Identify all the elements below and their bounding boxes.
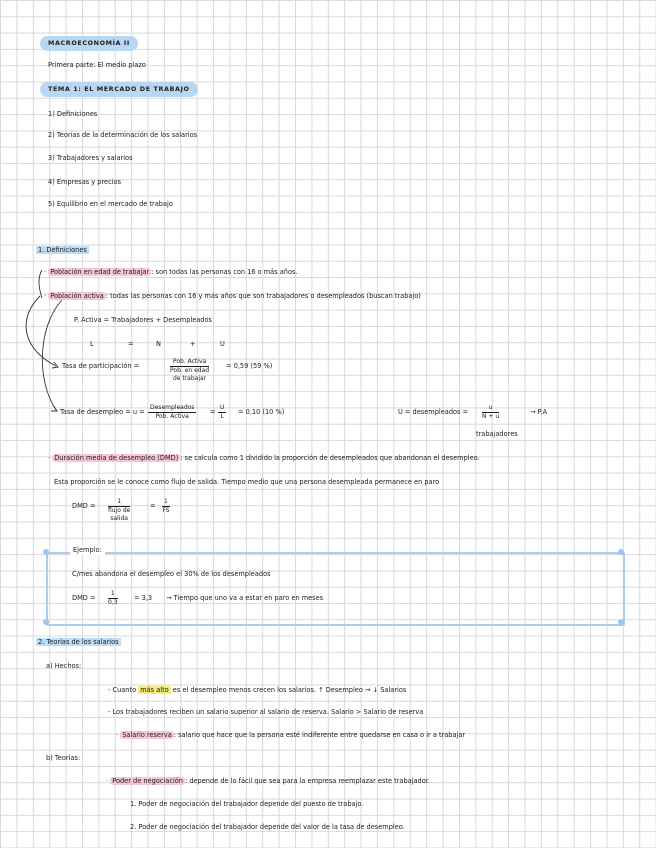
bargaining-power-term: Poder de negociación: [112, 777, 183, 785]
bracket-left: [39, 270, 42, 298]
active-pop-formula: P. Activa = Trabajadores + Desempleados: [74, 316, 212, 324]
symbol-plus: +: [190, 340, 196, 348]
curve-arrow-1: [26, 296, 56, 366]
fraction-numerator: Desempleados: [150, 404, 195, 411]
def2-text: : todas las personas con 16 y más años que son trabajadores o desempleados (buscan trabajo): [105, 292, 421, 300]
topic-title: TEMA 1: EL MERCADO DE TRABAJO: [40, 82, 198, 97]
fraction-denominator: flujo de: [108, 507, 131, 514]
index-item-5: 5) Equilibrio en el mercado de trabajo: [48, 200, 173, 208]
section-2-heading: 2. Teorías de los salarios: [38, 638, 119, 646]
fraction-numerator: Pob. Activa: [170, 358, 209, 367]
fraction-denominator: Pob. en edad: [170, 367, 210, 374]
definition-row: · Población activa : todas las personas con 16 y más años que son trabajadores o desempleados (buscan trabajo): [44, 292, 421, 300]
definition-row: · Población en edad de trabajar : son todas las personas con 16 o más años.: [44, 268, 298, 276]
index-item-3: 3) Trabajadores y salarios: [48, 154, 133, 162]
course-title: MACROECONOMÍA II: [40, 36, 138, 51]
fraction-denominator-2: salida: [110, 515, 128, 522]
theories-label: b) Teorías:: [46, 754, 81, 762]
fraction-denominator: L: [220, 413, 224, 420]
theory-1: · Poder de negociación : depende de lo fácil que sea para la empresa reemplazar este trabajador.: [106, 777, 430, 785]
fraction-denominator: FS: [162, 507, 170, 514]
example-line-1: C/mes abandona el desempleo el 30% de los desempleados: [72, 570, 271, 578]
participation-rate-result: = 0,59 (59 %): [226, 362, 273, 370]
theory-1-point-1: 1. Poder de negociación del trabajador depende del puesto de trabajo.: [130, 800, 364, 808]
unemployment-rate-result: = 0,10 (10 %): [238, 408, 285, 416]
example-result: = 3,3: [134, 594, 153, 602]
def2-term: Población activa: [50, 292, 104, 300]
fact-3: · Salario reserva : salario que hace que la persona esté indiferente entre quedarse en casa o ir a trabajar: [116, 731, 466, 739]
dmd-formula-label: DMD =: [72, 502, 96, 510]
fraction-numerator: 1: [164, 498, 168, 505]
u-sub-label: trabajadores: [476, 430, 518, 438]
example-label: Ejemplo:: [70, 546, 105, 555]
dmd-text: : se calcula como 1 dividido la proporción de desempleados que abandonan el desempleo.: [180, 454, 480, 462]
dmd-definition: · Duración media de desempleo (DMD) : se calcula como 1 dividido la proporción de desempleados que abandonan el desempleo.: [48, 454, 480, 462]
equals-sign: =: [210, 408, 216, 416]
equals-sign: =: [150, 502, 156, 510]
fraction-denominator-2: de trabajar: [172, 375, 207, 382]
fact-2: - Los trabajadores reciben un salario superior al salario de reserva. Salario > Salario de reserva: [108, 708, 424, 716]
reserve-wage-term: Salario reserva: [122, 731, 172, 739]
fraction-denominator: 0,3: [108, 599, 118, 606]
bargaining-power-text: : depende de lo fácil que sea para la empresa reemplazar este trabajador.: [185, 777, 430, 785]
u-desempleados-label: U = desempleados =: [398, 408, 469, 416]
fact-1-pre: - Cuanto: [108, 686, 139, 694]
part-title: Primera parte: El medio plazo: [48, 61, 146, 69]
fraction-numerator: u: [482, 404, 499, 413]
fraction-numerator: 1: [108, 590, 118, 599]
unemployment-rate-label: Tasa de desempleo = u =: [60, 408, 145, 416]
u-arrow-text: → P.A: [530, 408, 548, 416]
fraction-denominator: Pob. Activa: [155, 413, 189, 420]
example-dmd-label: DMD =: [72, 594, 96, 602]
index-item-1: 1) Definiciones: [48, 110, 98, 118]
reserve-wage-text: : salario que hace que la persona esté indiferente entre quedarse en casa o ir a trabajar: [173, 731, 466, 739]
fact-1-post: es el desempleo menos crecen los salarios. ↑ Desempleo → ↓ Salarios: [170, 686, 407, 694]
symbol-l: L: [90, 340, 94, 348]
fraction-denominator: N + u: [482, 413, 500, 420]
fraction-numerator: U: [220, 404, 225, 411]
index-item-4: 4) Empresas y precios: [48, 178, 122, 186]
symbol-n: N: [156, 340, 161, 348]
dmd-term: Duración media de desempleo (DMD): [54, 454, 179, 462]
def1-term: Población en edad de trabajar: [50, 268, 150, 276]
participation-rate-label: Tasa de participación =: [62, 362, 140, 370]
facts-label: a) Hechos:: [46, 662, 82, 670]
arrow-head: [51, 405, 57, 411]
fraction-numerator: 1: [108, 498, 130, 507]
curve-arrow-2: [42, 300, 62, 410]
theory-1-point-2: 2. Poder de negociación del trabajador depende del valor de la tasa de desempleo.: [130, 823, 405, 831]
example-arrow-text: → Tiempo que uno va a estar en paro en meses: [166, 594, 324, 602]
def1-text: : son todas las personas con 16 o más años.: [151, 268, 298, 276]
index-item-2: 2) Teorías de la determinación de los salarios: [48, 131, 198, 139]
fact-1-highlight: más alto: [140, 686, 169, 694]
dmd-text-2: Esta proporción se le conoce como flujo de salida. Tiempo medio que una persona desempleada permanece en paro: [54, 478, 440, 486]
symbol-eq: =: [128, 340, 134, 348]
section-1-heading: 1. Definiciones: [38, 246, 87, 254]
symbol-u: U: [220, 340, 225, 348]
